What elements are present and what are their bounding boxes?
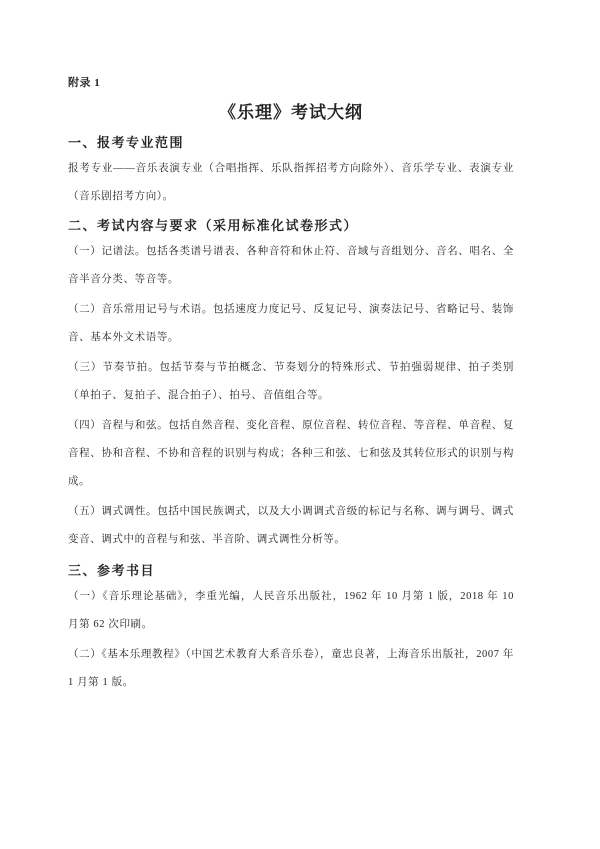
paragraph-notation: （一）记谱法。包括各类谱号谱表、各种音符和休止符、音域与音组划分、音名、唱名、全音半音分类、等音等。: [68, 246, 514, 285]
paragraph-symbols-terms: （二）音乐常用记号与术语。包括速度力度记号、反复记号、演奏法记号、省略记号、装饰音、基本外文术语等。: [68, 304, 514, 343]
appendix-label: 附录 1: [68, 77, 101, 89]
paragraph-mode-tonality: （五）调式调性。包括中国民族调式，以及大小调调式音级的标记与名称、调与调号、调式变音、调式中的音程与和弦、半音阶、调式调性分析等。: [68, 506, 514, 545]
document-title: 《乐理》考试大纲: [219, 103, 363, 122]
section-heading-exam-content: 二、考试内容与要求（采用标准化试卷形式）: [68, 218, 359, 233]
section-heading-reference-books: 三、参考书目: [68, 563, 156, 578]
paragraph-intervals-chords: （四）音程与和弦。包括自然音程、变化音程、原位音程、转位音程、等音程、单音程、复音程、协和音程、不协和音程的识别与构成；各种三和弦、七和弦及其转位形式的识别与构成。: [68, 420, 514, 487]
paragraph-rhythm-meter: （三）节奏节拍。包括节奏与节拍概念、节奏划分的特殊形式、节拍强弱规律、拍子类别（单拍子、复拍子、混合拍子）、拍号、音值组合等。: [68, 362, 514, 401]
section-heading-application-majors: 一、报考专业范围: [68, 135, 185, 150]
paragraph-reference-book-1: （一）《音乐理论基础》，李重光编，人民音乐出版社，1962 年 10 月第 1 版，2018 年 10 月第 62 次印刷。: [68, 591, 514, 630]
paragraph-application-majors: 报考专业——音乐表演专业（合唱指挥、乐队指挥招考方向除外）、音乐学专业、表演专业（音乐剧招考方向）。: [68, 163, 514, 202]
paragraph-reference-book-2: （二）《基本乐理教程》（中国艺术教育大系音乐卷），童忠良著，上海音乐出版社，2007 年 1 月第 1 版。: [68, 649, 514, 688]
